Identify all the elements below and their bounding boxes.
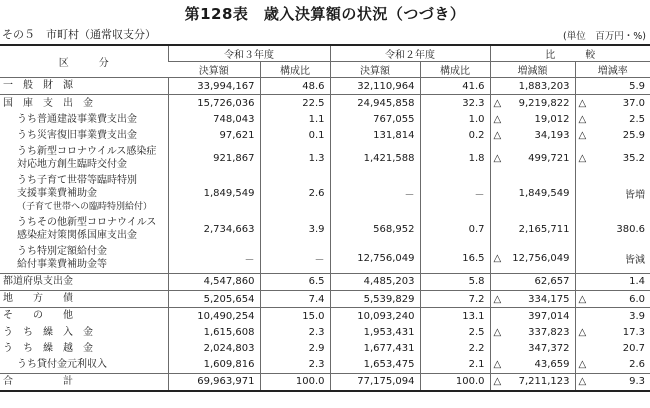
- table-row: [0, 373, 650, 391]
- r2-amount-cell: 5,539,829: [330, 290, 420, 307]
- r3-amount-cell: 2,024,803: [168, 341, 260, 357]
- negative-sign: △: [578, 293, 587, 305]
- row-label-line: 国 庫 支 出 金: [3, 97, 93, 109]
- rate-cell: [575, 95, 650, 112]
- negative-sign: △: [578, 152, 587, 164]
- diff-cell: [490, 357, 575, 374]
- r2-amount-cell: 131,814: [330, 128, 420, 144]
- r3-ratio-cell: 0.1: [260, 128, 330, 144]
- row-label-line: 対応地方創生臨時交付金: [17, 159, 127, 171]
- r2-ratio-cell: 0.7: [420, 215, 490, 244]
- r3-amount-cell: 97,621: [168, 128, 260, 144]
- r3-ratio-cell: 2.3: [260, 324, 330, 340]
- row-label: [0, 244, 168, 274]
- rate-cell: [575, 324, 650, 340]
- value: 6.0: [629, 293, 645, 305]
- value: 2.6: [629, 359, 645, 371]
- row-label: [0, 373, 168, 391]
- r3-ratio-cell: 7.4: [260, 290, 330, 307]
- r2-amount-cell: 77,175,094: [330, 373, 420, 391]
- r2-ratio-cell: 0.2: [420, 128, 490, 144]
- r3-ratio-cell: 100.0: [260, 373, 330, 391]
- r3-amount-cell: 921,867: [168, 144, 260, 173]
- r2-amount-cell: 767,055: [330, 111, 420, 127]
- header-r2: 令和２年度: [330, 45, 490, 62]
- diff-cell: [490, 78, 575, 95]
- r3-ratio-cell: 1.1: [260, 111, 330, 127]
- row-label-line: うち子育て世帯等臨時特別: [17, 174, 137, 186]
- negative-sign: △: [578, 130, 587, 142]
- r3-amount-cell: 33,994,167: [168, 78, 260, 95]
- r2-ratio-cell: 2.5: [420, 324, 490, 340]
- table-row: [0, 173, 650, 215]
- table-row: [0, 341, 650, 357]
- header-kubun: 区 分: [0, 45, 168, 78]
- negative-sign: △: [493, 113, 502, 125]
- value: 9,219,822: [518, 97, 570, 109]
- negative-sign: △: [493, 326, 502, 338]
- header-r2-amount: 決算額: [330, 62, 420, 78]
- table-row: [0, 111, 650, 127]
- r3-amount-cell: 1,849,549: [168, 173, 260, 215]
- table-row: [0, 273, 650, 290]
- r3-amount-cell: 1,615,608: [168, 324, 260, 340]
- value: 62,657: [534, 276, 570, 288]
- value: 19,012: [534, 113, 570, 125]
- r3-amount-cell: 2,734,663: [168, 215, 260, 244]
- diff-cell: [490, 95, 575, 112]
- row-label: [0, 144, 168, 173]
- negative-sign: △: [578, 113, 587, 125]
- r2-ratio-cell: 7.2: [420, 290, 490, 307]
- row-label-line: そ の 他: [3, 310, 73, 322]
- r2-amount-cell: 4,485,203: [330, 273, 420, 290]
- r2-ratio-cell: 13.1: [420, 308, 490, 325]
- value: 37.0: [622, 97, 645, 109]
- header-r2-ratio: 構成比: [420, 62, 490, 78]
- diff-cell: [490, 215, 575, 244]
- r3-ratio-cell: 22.5: [260, 95, 330, 112]
- row-label-line: 地 方 債: [3, 293, 73, 305]
- header-rate: 増減率: [575, 62, 650, 78]
- rate-cell: [575, 290, 650, 307]
- row-label: [0, 173, 168, 215]
- table-row: [0, 324, 650, 340]
- r3-ratio-cell: 6.5: [260, 273, 330, 290]
- table-title: 第128表 歳入決算額の状況（つづき）: [184, 5, 466, 23]
- row-label-line: 感染症対策関係国庫支出金: [17, 230, 137, 242]
- row-label-line: う ち 繰 入 金: [3, 326, 93, 338]
- table-row: [0, 144, 650, 173]
- value: 2.5: [629, 113, 645, 125]
- rate-cell: [575, 373, 650, 391]
- rate-cell: [575, 273, 650, 290]
- table-row: [0, 357, 650, 374]
- rate-cell: [575, 111, 650, 127]
- value: 1,849,549: [518, 188, 570, 200]
- r3-ratio-cell: 1.3: [260, 144, 330, 173]
- row-label: [0, 95, 168, 112]
- table-row: [0, 128, 650, 144]
- table-row: [0, 78, 650, 95]
- table-row: [0, 215, 650, 244]
- r2-ratio-cell: 1.8: [420, 144, 490, 173]
- value: 2,165,711: [518, 223, 570, 235]
- value: 17.3: [622, 326, 645, 338]
- row-label-line: う ち 繰 越 金: [3, 342, 93, 354]
- row-label: [0, 290, 168, 307]
- row-label-line: 支援事業費補助金: [17, 188, 97, 199]
- r3-ratio-cell: 48.6: [260, 78, 330, 95]
- diff-cell: [490, 173, 575, 215]
- diff-cell: [490, 373, 575, 391]
- r3-amount-cell: 4,547,860: [168, 273, 260, 290]
- row-label: [0, 128, 168, 144]
- r2-amount-cell: 1,953,431: [330, 324, 420, 340]
- table-row: [0, 290, 650, 307]
- negative-sign: △: [493, 359, 502, 371]
- r2-ratio-cell: －: [420, 173, 490, 215]
- rate-cell: [575, 244, 650, 274]
- row-label-line: 給付事業費補助金等: [17, 259, 107, 271]
- value: 7,211,123: [518, 376, 570, 388]
- diff-cell: [490, 144, 575, 173]
- diff-cell: [490, 244, 575, 274]
- r3-ratio-cell: 15.0: [260, 308, 330, 325]
- header-comparison: 比 較: [490, 45, 650, 62]
- r2-ratio-cell: 41.6: [420, 78, 490, 95]
- r2-amount-cell: 24,945,858: [330, 95, 420, 112]
- value: 5.9: [629, 80, 645, 92]
- r3-amount-cell: 748,043: [168, 111, 260, 127]
- value: 皆減: [625, 254, 645, 266]
- r3-amount-cell: 69,963,971: [168, 373, 260, 391]
- value: 499,721: [528, 152, 570, 164]
- r2-ratio-cell: 5.8: [420, 273, 490, 290]
- r2-ratio-cell: 1.0: [420, 111, 490, 127]
- rate-cell: [575, 341, 650, 357]
- r2-amount-cell: 1,677,431: [330, 341, 420, 357]
- value: 皆増: [625, 190, 645, 202]
- value: 12,756,049: [512, 252, 570, 264]
- value: 3.9: [629, 310, 645, 322]
- rate-cell: [575, 144, 650, 173]
- rate-cell: [575, 78, 650, 95]
- r2-amount-cell: 12,756,049: [330, 244, 420, 274]
- table-row: [0, 244, 650, 274]
- rate-cell: [575, 173, 650, 215]
- row-label-line: うち貸付金元利収入: [17, 359, 107, 371]
- table-subtitle: その５ 市町村（通常収支分）: [2, 28, 156, 41]
- diff-cell: [490, 308, 575, 325]
- negative-sign: △: [493, 293, 502, 305]
- r2-ratio-cell: 32.3: [420, 95, 490, 112]
- diff-cell: [490, 111, 575, 127]
- negative-sign: △: [493, 152, 502, 164]
- rate-cell: [575, 128, 650, 144]
- row-label-line: （子育て世帯への臨時特別給付）: [17, 201, 153, 212]
- negative-sign: △: [493, 130, 502, 142]
- row-label: [0, 111, 168, 127]
- diff-cell: [490, 273, 575, 290]
- row-label: [0, 341, 168, 357]
- negative-sign: △: [493, 252, 502, 264]
- row-label: [0, 324, 168, 340]
- negative-sign: △: [493, 97, 502, 109]
- value: 334,175: [528, 293, 570, 305]
- r2-amount-cell: 1,421,588: [330, 144, 420, 173]
- value: 43,659: [534, 359, 570, 371]
- diff-cell: [490, 324, 575, 340]
- revenue-table: [0, 44, 650, 392]
- row-label-line: うち新型コロナウイルス感染症: [17, 145, 157, 157]
- value: 25.9: [622, 130, 645, 142]
- diff-cell: [490, 290, 575, 307]
- r2-amount-cell: 1,653,475: [330, 357, 420, 374]
- value: 397,014: [528, 310, 570, 322]
- value: 347,372: [528, 343, 570, 355]
- row-label: [0, 215, 168, 244]
- value: 1.4: [629, 276, 645, 288]
- r2-ratio-cell: 16.5: [420, 244, 490, 274]
- row-label: [0, 78, 168, 95]
- row-label-line: うち災害復旧事業費支出金: [17, 129, 137, 141]
- value: 9.3: [629, 376, 645, 388]
- r2-amount-cell: 10,093,240: [330, 308, 420, 325]
- value: 380.6: [616, 223, 645, 235]
- row-label-line: うち特別定額給付金: [17, 245, 107, 257]
- r3-amount-cell: 15,726,036: [168, 95, 260, 112]
- r3-amount-cell: 1,609,816: [168, 357, 260, 374]
- row-label-line: 一 般 財 源: [3, 80, 73, 92]
- diff-cell: [490, 341, 575, 357]
- row-label-line: 都道府県支出金: [3, 276, 73, 288]
- row-label: [0, 357, 168, 374]
- negative-sign: △: [578, 97, 587, 109]
- table-row: [0, 95, 650, 112]
- row-label: [0, 273, 168, 290]
- r3-ratio-cell: 2.6: [260, 173, 330, 215]
- header-diff: 増減額: [490, 62, 575, 78]
- header-r3-ratio: 構成比: [260, 62, 330, 78]
- r2-amount-cell: 32,110,964: [330, 78, 420, 95]
- header-r3-amount: 決算額: [168, 62, 260, 78]
- rate-cell: [575, 215, 650, 244]
- unit-label: (単位 百万円・%): [563, 31, 646, 42]
- r2-amount-cell: 568,952: [330, 215, 420, 244]
- rate-cell: [575, 308, 650, 325]
- row-label-line: うちその他新型コロナウイルス: [17, 216, 157, 228]
- r3-ratio-cell: 3.9: [260, 215, 330, 244]
- r3-ratio-cell: －: [260, 244, 330, 274]
- r3-amount-cell: 10,490,254: [168, 308, 260, 325]
- r2-ratio-cell: 2.1: [420, 357, 490, 374]
- value: 34,193: [534, 130, 570, 142]
- value: 35.2: [622, 152, 645, 164]
- row-label-line: うち普通建設事業費支出金: [17, 113, 137, 125]
- diff-cell: [490, 128, 575, 144]
- value: 1,883,203: [518, 80, 570, 92]
- r3-ratio-cell: 2.3: [260, 357, 330, 374]
- r3-ratio-cell: 2.9: [260, 341, 330, 357]
- negative-sign: △: [578, 359, 587, 371]
- row-label-line: 合 計: [3, 376, 73, 388]
- r3-amount-cell: －: [168, 244, 260, 274]
- negative-sign: △: [493, 376, 502, 388]
- table-row: [0, 308, 650, 325]
- rate-cell: [575, 357, 650, 374]
- negative-sign: △: [578, 326, 587, 338]
- value: 20.7: [622, 343, 645, 355]
- value: 337,823: [528, 326, 570, 338]
- header-r3: 令和３年度: [168, 45, 330, 62]
- r2-amount-cell: －: [330, 173, 420, 215]
- r2-ratio-cell: 100.0: [420, 373, 490, 391]
- r3-amount-cell: 5,205,654: [168, 290, 260, 307]
- row-label: [0, 308, 168, 325]
- r2-ratio-cell: 2.2: [420, 341, 490, 357]
- negative-sign: △: [578, 376, 587, 388]
